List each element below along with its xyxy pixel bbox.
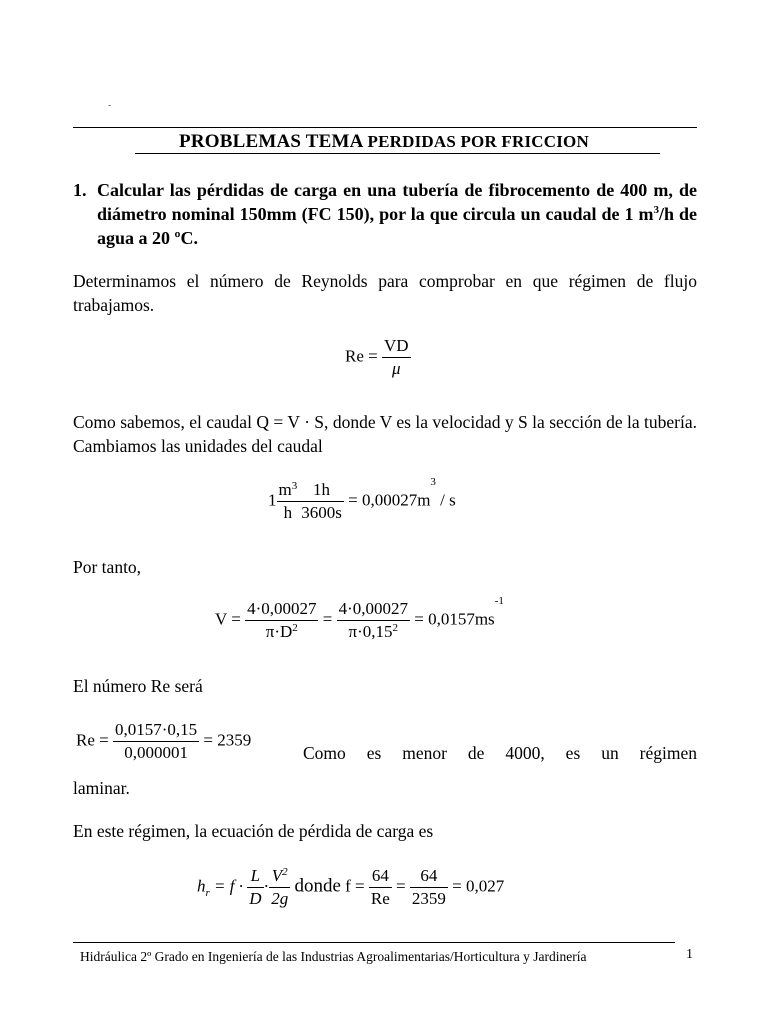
page-number: 1 <box>686 947 693 962</box>
equation-re-value: Re = $\frac{0,0157\cdot 0,15}{0,000001}$ = 2359 <box>76 720 252 762</box>
title-rest: PERDIDAS POR FRICCION <box>367 132 589 151</box>
problem-text: Calcular las pérdidas de carga en una tubería de fibrocemento de 400 m, de diámetro nominal 150mm (FC 150), por la que circula un caudal de 1 $m^3/h$ de agua a 20 ºC. <box>97 180 697 248</box>
title-underline <box>135 153 660 154</box>
equation-caudal: 1 $\frac{m^3}{h}$ $\frac{1h}{3600s}$ = $0,00027m^3$ / s <box>268 476 456 522</box>
paragraph-re-sera: El número Re será <box>73 676 203 696</box>
paragraph-por-tanto: Por tanto, <box>73 557 142 577</box>
paragraph-regime-inline: Como es menor de 4000, es un régimen <box>303 743 697 763</box>
equation-reynolds: Re = $\frac{VD}{\mu}$ <box>345 336 409 378</box>
footer-rule <box>73 942 675 943</box>
page-footer: Hidráulica 2º Grado en Ingeniería de las Industrias Agroalimentarias/Horticultura y Jardinería <box>80 949 587 964</box>
header-rule <box>73 127 697 128</box>
problem-statement <box>73 178 697 250</box>
paragraph-reynolds: Determinamos el número de Reynolds para comprobar en que régimen de flujo trabajamos. <box>73 271 697 315</box>
paragraph-caudal: Como sabemos, el caudal Q = V · S, donde V es la velocidad y S la sección de la tubería. Cambiamos las unidades del caudal <box>73 412 697 456</box>
problem-number: 1. <box>73 180 87 200</box>
paragraph-ecuacion: En este régimen, la ecuación de pérdida de carga es <box>73 821 434 841</box>
title-main: PROBLEMAS TEMA <box>179 131 363 152</box>
equation-head-loss: $h_r = f$ · $\frac{L}{D}$ · $\frac{V^2}{2g}$ donde f = $\frac{64}{Re}$ = $\frac{64}{2359}$ = 0,027 <box>197 866 505 908</box>
page-title <box>0 131 768 153</box>
corner-mark: - <box>108 100 112 111</box>
equation-velocity: V = $\frac{4\cdot 0,00027}{\pi\cdot D^2}$ = $\frac{4\cdot 0,00027}{\pi\cdot 0,15^2}$ = $0,0157ms^{-1}$ <box>215 595 504 641</box>
paragraph-laminar: laminar. <box>73 778 130 798</box>
